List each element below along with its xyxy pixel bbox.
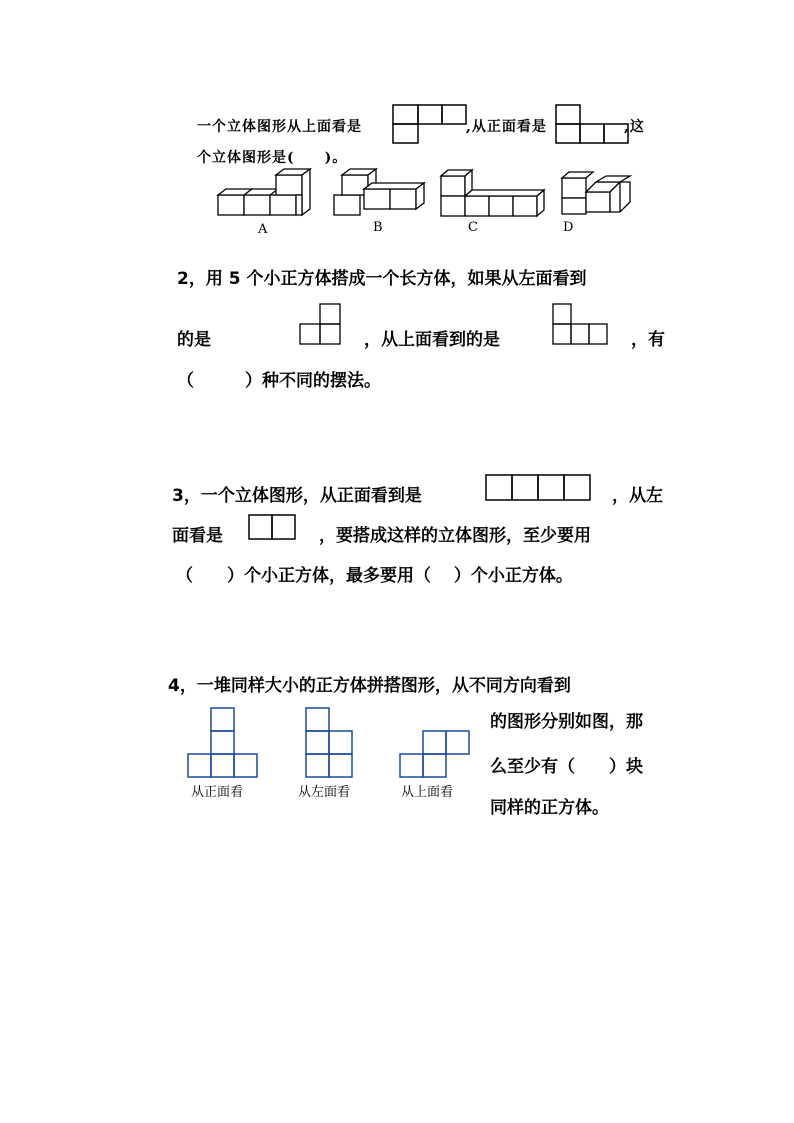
q4-left-view-figure — [305, 707, 357, 779]
q1-option-c-figure — [441, 168, 551, 223]
q4-text-line-4: 同样的正方体。 — [490, 798, 609, 818]
q1-text-part-c: ,这 — [624, 119, 645, 135]
q3-front-view-figure — [485, 474, 591, 502]
q2-text-line-1: 2，用 5 个小正方体搭成一个长方体，如果从左面看到 — [177, 269, 587, 289]
q1-option-a-figure — [218, 165, 318, 220]
q4-top-view-caption: 从上面看 — [401, 784, 454, 799]
q4-left-view-caption: 从左面看 — [298, 784, 351, 799]
q1-option-d-figure — [562, 168, 642, 223]
q4-text-line-2: 的图形分别如图，那 — [490, 712, 643, 732]
q4-text-line-3: 么至少有（ ）块 — [490, 757, 643, 777]
q2-left-view-figure — [299, 303, 343, 347]
q3-text-line-1-b: ，从左 — [612, 486, 663, 506]
q2-text-line-2-a: 的是 — [177, 330, 211, 350]
q1-option-b-figure — [334, 165, 434, 220]
question-3 — [0, 470, 794, 590]
q3-text-line-3: （ ）个小正方体，最多要用（ ）个小正方体。 — [176, 566, 573, 586]
q1-top-view-figure — [393, 105, 468, 145]
question-4 — [0, 660, 794, 840]
q4-top-view-figure — [399, 730, 471, 780]
question-1 — [0, 0, 794, 250]
q1-text-part-b: ,从正面看是 — [466, 119, 547, 135]
q2-text-line-2-c: ，有 — [631, 330, 665, 350]
question-2 — [0, 260, 794, 400]
q4-front-view-figure — [187, 707, 261, 779]
q4-text-line-1: 4，一堆同样大小的正方体拼搭图形，从不同方向看到 — [168, 676, 571, 696]
q1-front-view-figure — [556, 105, 631, 145]
q3-text-line-2-b: ，要搭成这样的立体图形，至少要用 — [319, 526, 591, 546]
q2-top-view-figure — [552, 303, 612, 347]
q4-front-view-caption: 从正面看 — [191, 784, 244, 799]
q1-option-d-label: D — [563, 220, 574, 235]
q1-option-a-label: A — [258, 222, 268, 237]
q1-text-line-2: 个立体图形是( )。 — [197, 150, 348, 166]
q3-text-line-2-a: 面看是 — [172, 526, 223, 546]
q1-text-part-a: 一个立体图形从上面看是 — [197, 119, 362, 135]
q1-option-b-label: B — [373, 220, 383, 235]
q3-text-line-1-a: 3，一个立体图形，从正面看到是 — [172, 486, 422, 506]
q2-text-line-3: （ ）种不同的摆法。 — [177, 371, 381, 391]
q2-text-line-2-b: ，从上面看到的是 — [364, 330, 500, 350]
q1-option-c-label: C — [468, 220, 478, 235]
q3-left-view-figure — [248, 514, 298, 542]
